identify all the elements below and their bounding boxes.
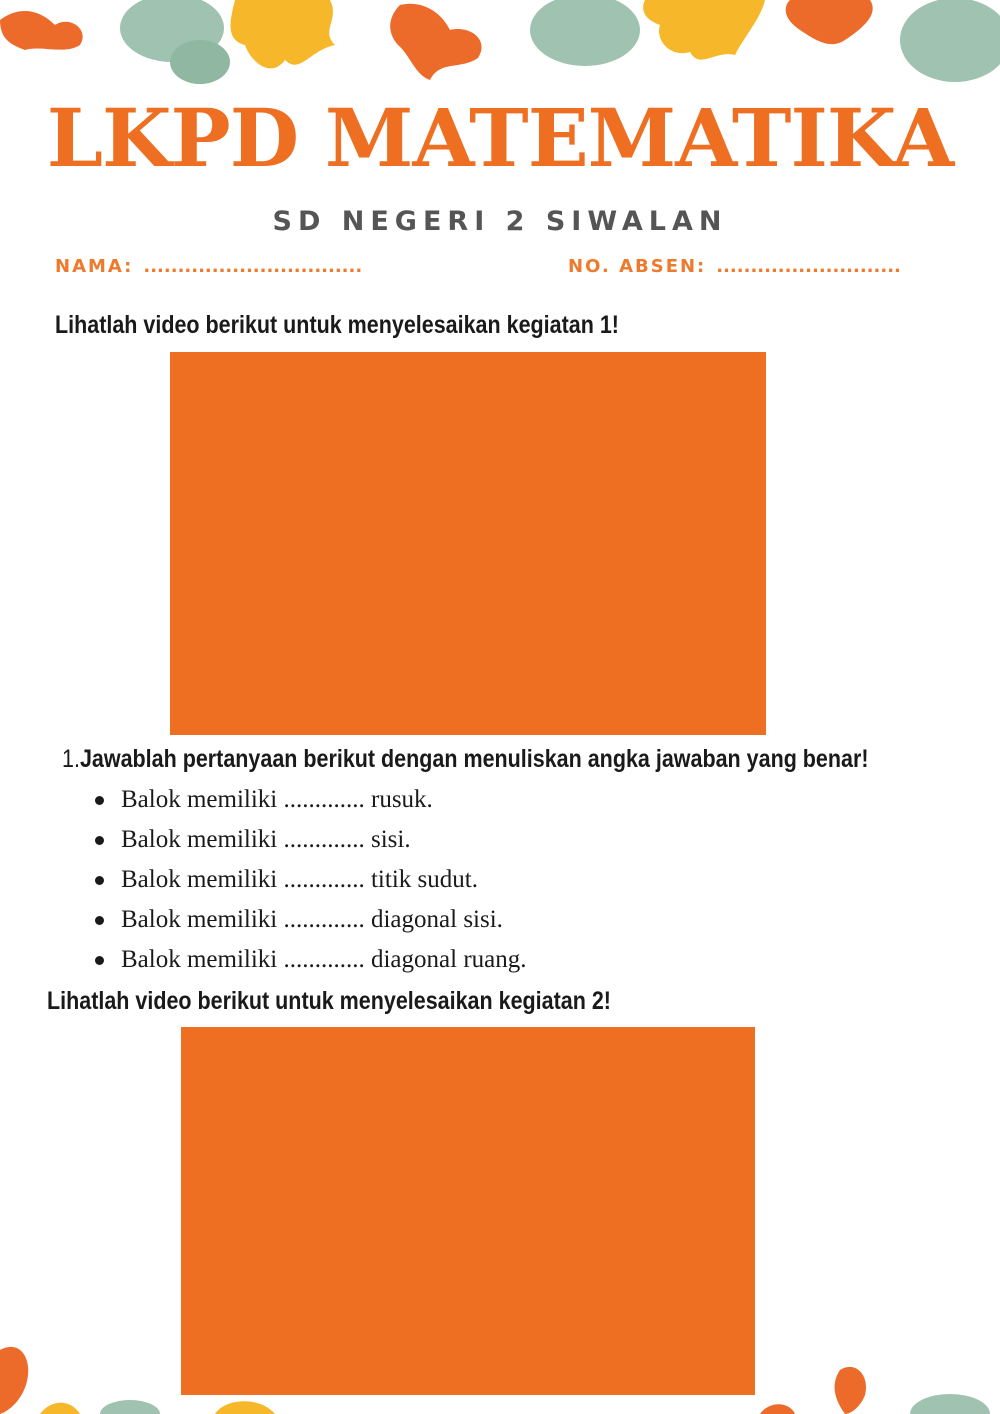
orange-leaf-icon: [0, 11, 83, 50]
answer-list: [95, 785, 527, 985]
sage-leaf-icon: [900, 0, 1000, 82]
yellow-leaf-icon: [643, 0, 765, 60]
orange-leaf-icon: [760, 1404, 795, 1414]
video-player-2[interactable]: [181, 1027, 755, 1395]
name-label: NAMA:: [55, 256, 134, 277]
list-item: [95, 945, 527, 985]
video-player-1[interactable]: [170, 352, 766, 735]
bullet-icon: [95, 876, 104, 885]
list-item: [95, 865, 527, 905]
sage-leaf-icon: [100, 1400, 160, 1414]
absen-field: [568, 256, 901, 277]
absen-label: NO. ABSEN:: [568, 256, 707, 277]
list-item-text[interactable]: Balok memiliki ............. diagonal ruang.: [121, 946, 527, 973]
orange-leaf-icon: [0, 1347, 28, 1414]
question-text: Jawablah pertanyaan berikut dengan menuliskan angka jawaban yang benar!: [79, 745, 869, 773]
list-item-text[interactable]: Balok memiliki ............. rusuk.: [121, 786, 433, 813]
sage-leaf-icon: [910, 1394, 990, 1414]
orange-leaf-icon: [390, 4, 481, 80]
page-title: LKPD MATEMATIKA: [46, 91, 954, 185]
bullet-icon: [95, 956, 104, 965]
yellow-leaf-icon: [215, 1401, 275, 1414]
activity2-instruction: Lihatlah video berikut untuk menyelesaikan kegiatan 2!: [47, 987, 611, 1015]
yellow-leaf-icon: [231, 0, 335, 68]
activity1-instruction: Lihatlah video berikut untuk menyelesaikan kegiatan 1!: [55, 311, 619, 339]
school-name: SD NEGERI 2 SIWALAN: [272, 206, 728, 237]
bullet-icon: [95, 796, 104, 805]
list-item-text[interactable]: Balok memiliki ............. diagonal sisi.: [121, 906, 503, 933]
bullet-icon: [95, 836, 104, 845]
sage-leaf-icon: [120, 0, 230, 84]
orange-leaf-icon: [835, 1367, 866, 1414]
bullet-icon: [95, 916, 104, 925]
question-number: 1.: [62, 745, 80, 773]
question-1: [62, 745, 869, 774]
autumn-leaves-top-decoration: [0, 0, 1000, 95]
orange-leaf-icon: [786, 0, 873, 44]
list-item: [95, 785, 527, 825]
name-blank[interactable]: ................................: [143, 256, 363, 277]
absen-blank[interactable]: ...........................: [716, 256, 901, 277]
list-item-text[interactable]: Balok memiliki ............. sisi.: [121, 826, 411, 853]
name-field: [55, 256, 362, 277]
list-item: [95, 905, 527, 945]
yellow-leaf-icon: [40, 1403, 80, 1414]
sage-leaf-icon: [530, 0, 640, 66]
list-item: [95, 825, 527, 865]
list-item-text[interactable]: Balok memiliki ............. titik sudut.: [121, 866, 478, 893]
